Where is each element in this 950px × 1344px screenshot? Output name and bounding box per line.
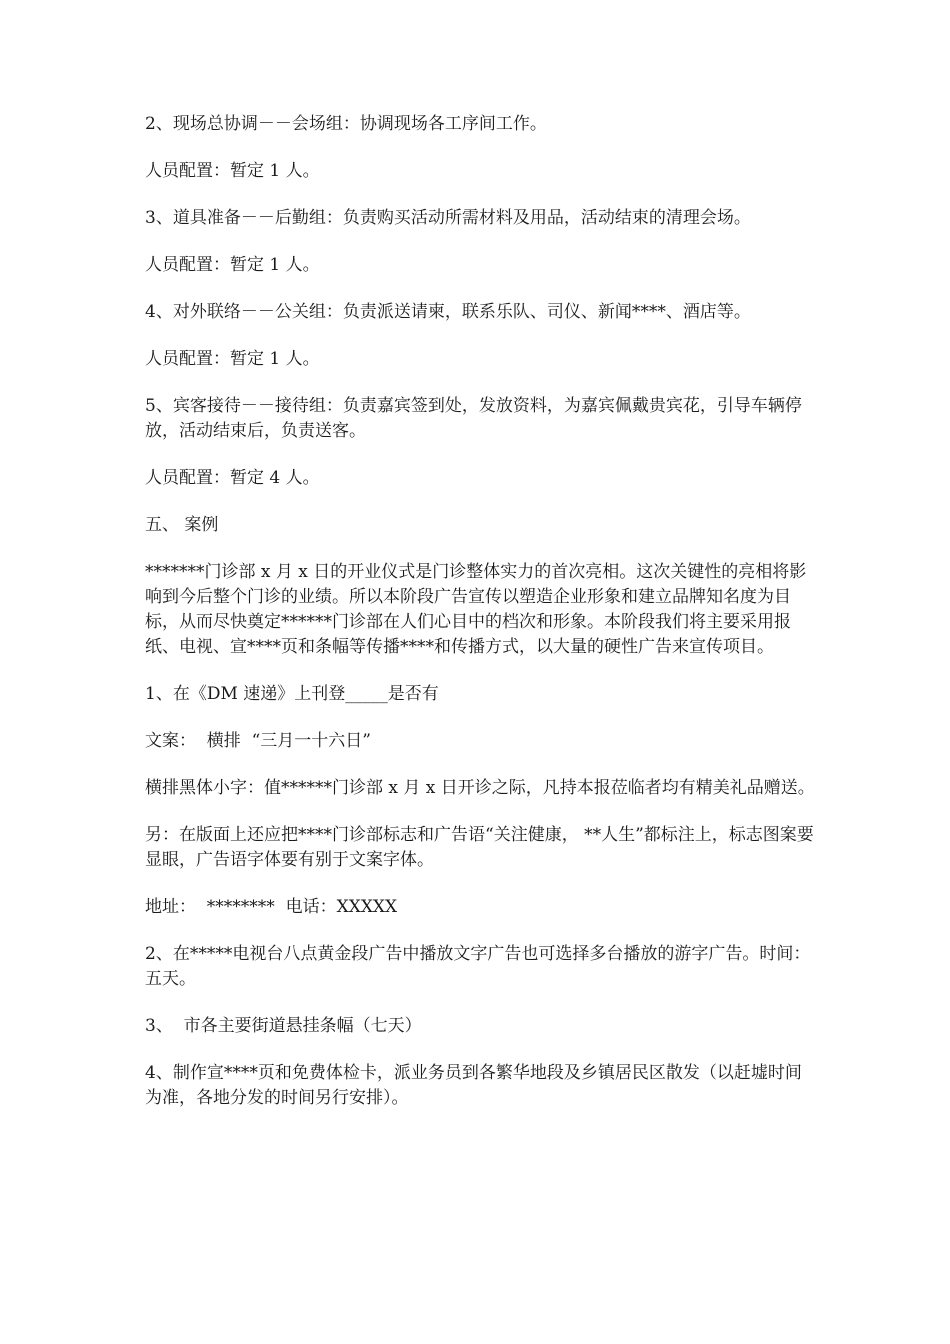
paragraph-staffing-1: 人员配置：暂定 1 人。 [145, 161, 320, 181]
paragraph-layout-note: 另：在版面上还应把****门诊部标志和广告语“关注健康， **人生”都标注上，标志图案要显眼，广告语字体要有别于文案字体。 [145, 825, 814, 870]
paragraph-logistics: 3、道具准备－－后勤组：负责购买活动所需材料及用品，活动结束的清理会场。 [145, 208, 751, 228]
paragraph-reception: 5、宾客接待－－接待组：负责嘉宾签到处，发放资料，为嘉宾佩戴贵宾花，引导车辆停放，活动结束后，负责送客。 [145, 396, 802, 441]
paragraph-street-banners: 3、 市各主要街道悬挂条幅（七天） [145, 1016, 422, 1036]
paragraph-staffing-4: 人员配置：暂定 4 人。 [145, 468, 320, 488]
paragraph-staffing-2: 人员配置：暂定 1 人。 [145, 255, 320, 275]
paragraph-address-phone: 地址： ******** 电话：XXXXX [145, 897, 398, 917]
paragraph-dm-ad: 1、在《DM 速递》上刊登_____是否有 [145, 684, 439, 704]
paragraph-flyers: 4、制作宣****页和免费体检卡，派业务员到各繁华地段及乡镇居民区散发（以赶墟时间为准，各地分发的时间另行安排）。 [145, 1063, 802, 1108]
document-body [145, 112, 815, 1133]
paragraph-tv-ad: 2、在*****电视台八点黄金段广告中播放文字广告也可选择多台播放的游字广告。时间：五天。 [145, 944, 811, 989]
paragraph-small-print: 横排黑体小字：值******门诊部 x 月 x 日开诊之际，凡持本报莅临者均有精美礼品赠送。 [145, 778, 815, 798]
paragraph-case-intro: *******门诊部 x 月 x 日的开业仪式是门诊整体实力的首次亮相。这次关键性的亮相将影响到今后整个门诊的业绩。所以本阶段广告宣传以塑造企业形象和建立品牌知名度为目标，从而尽快奠定******门诊部在人们心目中的档次和形象。本阶段我们将主要采用报纸、电视、宣****页和条幅等传播****和传播方式，以大量的硬性广告来宣传项目。 [145, 562, 807, 657]
paragraph-staffing-3: 人员配置：暂定 1 人。 [145, 349, 320, 369]
paragraph-copywriting: 文案： 横排 “三月一十六日” [145, 731, 371, 751]
paragraph-public-relations: 4、对外联络－－公关组：负责派送请柬，联系乐队、司仪、新闻****、酒店等。 [145, 302, 751, 322]
section-heading-cases: 五、 案例 [145, 515, 219, 535]
paragraph-site-coordination: 2、现场总协调－－会场组：协调现场各工序间工作。 [145, 114, 547, 134]
